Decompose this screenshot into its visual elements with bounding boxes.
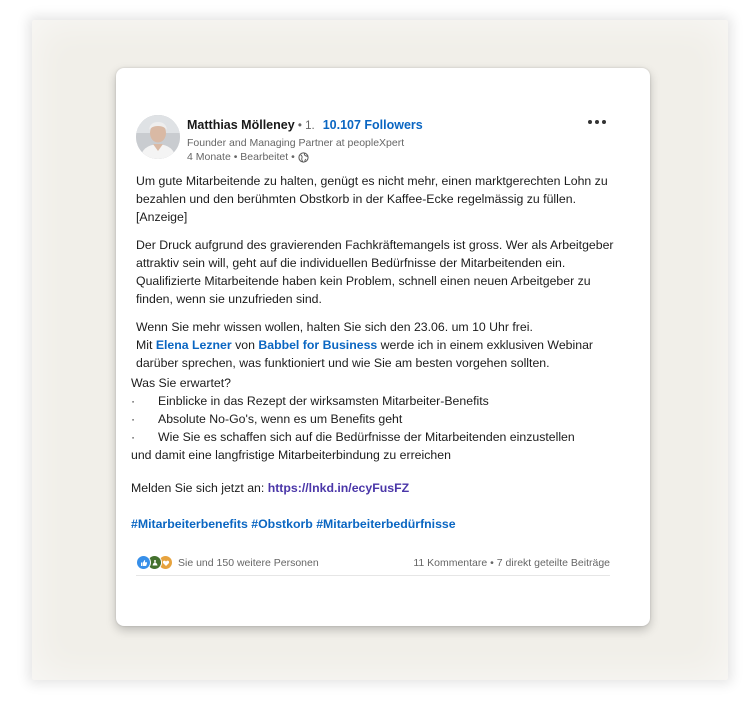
more-options-button[interactable]: [582, 110, 612, 134]
like-icon: [136, 555, 151, 570]
bullet-mark: ·: [131, 430, 136, 444]
list-item-text: Einblicke in das Rezept der wirksamsten Mitarbeiter-Benefits: [158, 394, 489, 408]
bullet-mark: ·: [131, 394, 136, 408]
list-item: [131, 410, 621, 428]
engagement-counts: [413, 557, 610, 569]
comments-count-link[interactable]: 11 Kommentare: [413, 557, 488, 569]
list-item: [131, 392, 621, 410]
mention-babbel-for-business[interactable]: Babbel for Business: [258, 338, 378, 352]
post-meta-text: 4 Monate • Bearbeitet •: [187, 151, 295, 163]
social-counts-bar: [136, 553, 610, 576]
post-text: werde ich in einem exklusiven Webinar darüber sprechen, was funktioniert und wie Sie am besten vorgehen sollten.: [136, 338, 594, 370]
author-line: [187, 118, 423, 132]
list-continuation: und damit eine langfristige Mitarbeiterbindung zu erreichen: [131, 448, 451, 462]
more-horizontal-icon-dot: [595, 120, 599, 124]
post-text: von: [231, 338, 259, 352]
post-paragraph: Der Druck aufgrund des gravierenden Fachkräftemangels ist gross. Wer als Arbeitgeber attraktiv sein will, geht auf die individuellen Bedürfnisse der Mitarbeitenden ein. Qualifizierte Mitarbeitende haben kein Problem, schnell einen neuen Arbeitgeber zu finden, wenn sie unzufrieden sind.: [136, 238, 614, 306]
section-title: Was Sie erwartet?: [131, 376, 232, 390]
signup-cta: [131, 481, 409, 495]
globe-icon: [298, 152, 309, 163]
expectations-section: [131, 374, 621, 464]
post-card: [116, 68, 650, 626]
reposts-count-link[interactable]: 7 direkt geteilte Beiträge: [496, 557, 610, 569]
avatar-image: [136, 115, 180, 159]
connection-degree: • 1.: [294, 120, 315, 132]
hashtag-link[interactable]: #Obstkorb: [251, 517, 313, 531]
post-paragraph: Um gute Mitarbeitende zu halten, genügt es nicht mehr, einen marktgerechten Lohn zu bezahlen und den berühmten Obstkorb in der Kaffee-Ecke regelmässig zu füllen. [Anzeige]: [136, 174, 608, 224]
author-headline: Founder and Managing Partner at peopleXpert: [187, 137, 405, 149]
reactions-summary[interactable]: [136, 555, 319, 570]
followers-link[interactable]: 10.107 Followers: [322, 118, 423, 132]
hashtags: [131, 517, 456, 531]
post-body: [136, 172, 618, 372]
post-text: Mit: [136, 338, 156, 352]
signup-link[interactable]: https://lnkd.in/ecyFusFZ: [267, 481, 410, 495]
list-item-text: Wie Sie es schaffen sich auf die Bedürfnisse der Mitarbeitenden einzustellen: [158, 430, 575, 444]
cta-label: Melden Sie sich jetzt an:: [131, 481, 268, 495]
reactions-label: Sie und 150 weitere Personen: [178, 556, 319, 569]
list-item-text: Absolute No-Go's, wenn es um Benefits geht: [158, 412, 403, 426]
avatar[interactable]: [136, 115, 180, 159]
hashtag-link[interactable]: #Mitarbeiterbenefits: [131, 517, 248, 531]
post-paragraph: [136, 318, 618, 372]
bullet-mark: ·: [131, 412, 136, 426]
more-horizontal-icon-dot: [602, 120, 606, 124]
counts-separator: •: [487, 557, 497, 569]
mention-elena-lezner[interactable]: Elena Lezner: [155, 338, 232, 352]
post-text: Wenn Sie mehr wissen wollen, halten Sie sich den 23.06. um 10 Uhr frei.: [136, 320, 533, 334]
more-horizontal-icon: [588, 120, 592, 124]
list-item: [131, 428, 621, 446]
author-name[interactable]: Matthias Mölleney: [187, 118, 295, 132]
post-meta: [187, 151, 309, 163]
hashtag-link[interactable]: #Mitarbeiterbedürfnisse: [316, 517, 456, 531]
